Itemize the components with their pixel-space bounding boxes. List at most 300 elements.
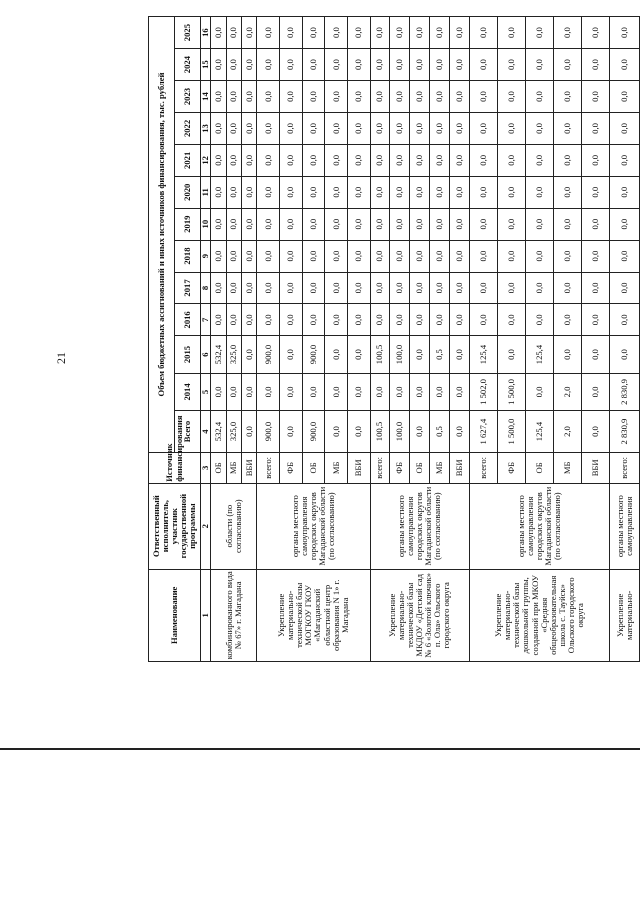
measure-name: Укрепление материально-технической базы МКДОУ «Детский сад № 6 «Золотой ключик» п. Ола» Ольского городского округа bbox=[370, 569, 469, 661]
value-year: 0,0 bbox=[370, 49, 390, 81]
column-number: 6 bbox=[201, 336, 211, 373]
value-year: 0,0 bbox=[241, 144, 256, 176]
value-year: 0,0 bbox=[211, 112, 226, 144]
funding-source: всего: bbox=[469, 452, 497, 483]
value-year: 0,0 bbox=[226, 81, 241, 113]
value-year: 0,0 bbox=[370, 208, 390, 240]
header-year: 2017 bbox=[175, 272, 201, 304]
value-total: 2,0 bbox=[554, 411, 582, 453]
value-total: 100,0 bbox=[390, 411, 410, 453]
value-year: 0,0 bbox=[554, 304, 582, 336]
value-year: 0,0 bbox=[257, 81, 280, 113]
value-year: 0,0 bbox=[610, 336, 640, 373]
value-year: 0,0 bbox=[241, 208, 256, 240]
value-year: 0,0 bbox=[257, 208, 280, 240]
responsible-executor: органы местного самоуправления городских округов Магаданской области (по согласованию) bbox=[370, 483, 469, 569]
value-year: 0,0 bbox=[410, 49, 430, 81]
value-year: 0,0 bbox=[280, 112, 303, 144]
value-year: 0,0 bbox=[449, 373, 469, 410]
value-year: 0,0 bbox=[302, 81, 325, 113]
value-year: 0,0 bbox=[610, 49, 640, 81]
value-year: 0,0 bbox=[257, 304, 280, 336]
value-year: 0,0 bbox=[257, 144, 280, 176]
value-year: 0,0 bbox=[325, 272, 348, 304]
value-year: 1 502,0 bbox=[469, 373, 497, 410]
responsible-executor: органы местного самоуправления городских округов Магаданской области (по согласованию) bbox=[257, 483, 370, 569]
table-row bbox=[257, 17, 280, 662]
value-year: 0,0 bbox=[226, 240, 241, 272]
value-year: 0,0 bbox=[370, 240, 390, 272]
table-header bbox=[149, 17, 211, 662]
value-year: 0,0 bbox=[241, 112, 256, 144]
column-number: 15 bbox=[201, 49, 211, 81]
value-year: 0,0 bbox=[582, 17, 610, 49]
value-year: 0,0 bbox=[554, 176, 582, 208]
value-year: 0,0 bbox=[370, 304, 390, 336]
value-year: 0,0 bbox=[390, 112, 410, 144]
value-year: 0,0 bbox=[347, 208, 370, 240]
value-year: 0,0 bbox=[241, 81, 256, 113]
value-total: 532,4 bbox=[211, 411, 226, 453]
funding-source: МБ bbox=[554, 452, 582, 483]
value-total: 0,0 bbox=[449, 411, 469, 453]
value-year: 325,0 bbox=[226, 336, 241, 373]
value-year: 0,0 bbox=[497, 112, 525, 144]
value-year: 0,0 bbox=[582, 49, 610, 81]
funding-source: МБ bbox=[325, 452, 348, 483]
value-year: 0,0 bbox=[497, 272, 525, 304]
value-year: 0,0 bbox=[497, 17, 525, 49]
header-year: 2025 bbox=[175, 17, 201, 49]
value-year: 0,0 bbox=[302, 208, 325, 240]
value-year: 0,0 bbox=[241, 240, 256, 272]
value-year: 0,0 bbox=[469, 304, 497, 336]
value-year: 0,0 bbox=[280, 144, 303, 176]
value-year: 0,0 bbox=[582, 81, 610, 113]
value-year: 0,0 bbox=[280, 49, 303, 81]
value-year: 0,0 bbox=[554, 208, 582, 240]
value-year: 0,0 bbox=[390, 208, 410, 240]
value-year: 0,0 bbox=[410, 17, 430, 49]
value-year: 0,0 bbox=[469, 17, 497, 49]
value-year: 0,0 bbox=[280, 176, 303, 208]
value-year: 0,0 bbox=[554, 272, 582, 304]
table-body bbox=[211, 17, 640, 662]
value-year: 0,0 bbox=[429, 272, 449, 304]
value-year: 0,0 bbox=[525, 144, 553, 176]
value-year: 0,0 bbox=[370, 81, 390, 113]
value-year: 0,0 bbox=[280, 81, 303, 113]
page-number: 21 bbox=[54, 352, 68, 364]
table-row bbox=[370, 17, 390, 662]
value-year: 0,0 bbox=[390, 176, 410, 208]
value-year: 0,0 bbox=[429, 49, 449, 81]
value-year: 0,0 bbox=[390, 240, 410, 272]
column-number: 9 bbox=[201, 240, 211, 272]
value-year: 0,0 bbox=[257, 17, 280, 49]
value-year: 0,0 bbox=[429, 176, 449, 208]
value-year: 0,0 bbox=[410, 112, 430, 144]
value-year: 0,0 bbox=[370, 144, 390, 176]
value-year: 0,0 bbox=[410, 240, 430, 272]
value-year: 0,0 bbox=[347, 112, 370, 144]
header-year: 2022 bbox=[175, 112, 201, 144]
column-number: 1 bbox=[201, 569, 211, 661]
funding-source: ФБ bbox=[497, 452, 525, 483]
value-year: 0,0 bbox=[257, 112, 280, 144]
column-number: 16 bbox=[201, 17, 211, 49]
value-year: 0,0 bbox=[280, 240, 303, 272]
funding-table bbox=[148, 16, 640, 662]
value-year: 0,0 bbox=[280, 208, 303, 240]
responsible-executor: органы местного самоуправления городских округов Магаданской области (по согласованию) bbox=[469, 483, 610, 569]
table-row bbox=[469, 17, 497, 662]
value-year: 0,0 bbox=[410, 336, 430, 373]
value-total: 325,0 bbox=[226, 411, 241, 453]
value-total: 0,0 bbox=[280, 411, 303, 453]
value-year: 0,0 bbox=[280, 373, 303, 410]
value-year: 0,0 bbox=[325, 208, 348, 240]
value-year: 0,0 bbox=[525, 240, 553, 272]
header-year: 2014 bbox=[175, 373, 201, 410]
value-year: 0,0 bbox=[582, 373, 610, 410]
value-total: 0,5 bbox=[429, 411, 449, 453]
value-year: 0,0 bbox=[410, 272, 430, 304]
value-year: 0,0 bbox=[449, 304, 469, 336]
value-year: 2 830,9 bbox=[610, 373, 640, 410]
value-year: 0,0 bbox=[610, 176, 640, 208]
value-year: 0,0 bbox=[211, 49, 226, 81]
value-year: 0,0 bbox=[211, 81, 226, 113]
value-year: 0,0 bbox=[347, 304, 370, 336]
value-year: 0,0 bbox=[429, 112, 449, 144]
value-year: 0,0 bbox=[497, 176, 525, 208]
value-year: 0,0 bbox=[582, 112, 610, 144]
value-year: 0,0 bbox=[410, 208, 430, 240]
value-year: 0,0 bbox=[582, 240, 610, 272]
value-year: 0,0 bbox=[241, 17, 256, 49]
value-year: 0,0 bbox=[449, 208, 469, 240]
column-number: 4 bbox=[201, 411, 211, 453]
value-year: 0,0 bbox=[429, 17, 449, 49]
value-year: 0,0 bbox=[211, 144, 226, 176]
value-year: 0,0 bbox=[347, 144, 370, 176]
value-total: 125,4 bbox=[525, 411, 553, 453]
value-year: 0,0 bbox=[390, 272, 410, 304]
value-year: 0,0 bbox=[429, 208, 449, 240]
value-year: 0,0 bbox=[610, 81, 640, 113]
value-year: 0,0 bbox=[610, 17, 640, 49]
column-number: 3 bbox=[201, 452, 211, 483]
value-year: 0,0 bbox=[280, 17, 303, 49]
value-year: 0,0 bbox=[226, 144, 241, 176]
value-year: 0,0 bbox=[554, 81, 582, 113]
value-year: 0,0 bbox=[610, 144, 640, 176]
value-year: 0,0 bbox=[429, 373, 449, 410]
column-number: 8 bbox=[201, 272, 211, 304]
funding-source: ВБИ bbox=[347, 452, 370, 483]
value-year: 0,0 bbox=[257, 176, 280, 208]
value-year: 0,0 bbox=[302, 49, 325, 81]
value-year: 0,0 bbox=[302, 272, 325, 304]
value-total: 1 500,0 bbox=[497, 411, 525, 453]
measure-name: Укрепление материально-технической базы дошкольной группы, созданной при МКОУ «Средняя общеобразовательная школа с. Тауйск» Ольского городского округа bbox=[469, 569, 610, 661]
value-year: 0,0 bbox=[302, 304, 325, 336]
header-responsible: Ответственный исполнитель, участник государственной программы bbox=[149, 483, 201, 569]
value-year: 0,0 bbox=[525, 81, 553, 113]
value-year: 0,0 bbox=[410, 81, 430, 113]
value-year: 0,0 bbox=[241, 373, 256, 410]
column-number: 14 bbox=[201, 81, 211, 113]
value-year: 0,0 bbox=[347, 176, 370, 208]
value-year: 0,0 bbox=[211, 208, 226, 240]
value-year: 2,0 bbox=[554, 373, 582, 410]
value-year: 0,0 bbox=[390, 81, 410, 113]
value-year: 0,0 bbox=[390, 49, 410, 81]
funding-source: ВБИ bbox=[449, 452, 469, 483]
value-year: 0,0 bbox=[582, 176, 610, 208]
value-year: 0,0 bbox=[257, 272, 280, 304]
value-year: 0,0 bbox=[302, 17, 325, 49]
header-source: Источник финансирования bbox=[149, 452, 201, 483]
value-year: 0,0 bbox=[347, 49, 370, 81]
funding-source: ОБ bbox=[211, 452, 226, 483]
value-year: 0,0 bbox=[469, 49, 497, 81]
responsible-executor: органы местного самоуправления bbox=[610, 483, 640, 569]
value-year: 0,0 bbox=[325, 112, 348, 144]
value-year: 532,4 bbox=[211, 336, 226, 373]
value-year: 0,0 bbox=[525, 17, 553, 49]
value-year: 0,5 bbox=[429, 336, 449, 373]
table-row bbox=[610, 17, 640, 662]
value-year: 0,0 bbox=[610, 272, 640, 304]
header-funding: Объем бюджетных ассигнований и иных источников финансирования, тыс. рублей bbox=[149, 17, 175, 453]
value-year: 125,4 bbox=[469, 336, 497, 373]
horizontal-rule bbox=[0, 748, 640, 750]
value-year: 0,0 bbox=[449, 240, 469, 272]
value-year: 0,0 bbox=[347, 81, 370, 113]
value-total: 100,5 bbox=[370, 411, 390, 453]
value-year: 0,0 bbox=[325, 373, 348, 410]
value-year: 0,0 bbox=[429, 304, 449, 336]
value-year: 0,0 bbox=[449, 17, 469, 49]
value-year: 0,0 bbox=[449, 49, 469, 81]
value-year: 0,0 bbox=[302, 112, 325, 144]
column-number: 5 bbox=[201, 373, 211, 410]
value-total: 0,0 bbox=[582, 411, 610, 453]
measure-name: Укрепление материально-технической базы МОГКОУ ГКОУ «Магаданский областной центр образования N 1» г. Магадана bbox=[257, 569, 370, 661]
value-year: 0,0 bbox=[280, 304, 303, 336]
value-year: 0,0 bbox=[525, 176, 553, 208]
value-year: 0,0 bbox=[525, 272, 553, 304]
header-year: 2019 bbox=[175, 208, 201, 240]
value-year: 0,0 bbox=[469, 272, 497, 304]
value-year: 0,0 bbox=[497, 304, 525, 336]
value-year: 0,0 bbox=[226, 373, 241, 410]
funding-source: всего: bbox=[610, 452, 640, 483]
value-year: 0,0 bbox=[370, 272, 390, 304]
value-year: 0,0 bbox=[226, 17, 241, 49]
value-year: 100,0 bbox=[390, 336, 410, 373]
value-year: 0,0 bbox=[525, 208, 553, 240]
rotated-table-container bbox=[148, 16, 640, 662]
value-year: 100,5 bbox=[370, 336, 390, 373]
value-year: 0,0 bbox=[390, 304, 410, 336]
value-year: 0,0 bbox=[226, 208, 241, 240]
funding-source: всего: bbox=[257, 452, 280, 483]
value-year: 0,0 bbox=[449, 144, 469, 176]
funding-source: ОБ bbox=[525, 452, 553, 483]
value-total: 0,0 bbox=[241, 411, 256, 453]
value-year: 900,0 bbox=[257, 336, 280, 373]
value-year: 0,0 bbox=[554, 144, 582, 176]
value-year: 0,0 bbox=[390, 144, 410, 176]
value-year: 900,0 bbox=[302, 336, 325, 373]
value-year: 0,0 bbox=[554, 240, 582, 272]
value-year: 0,0 bbox=[554, 112, 582, 144]
funding-source: ВБИ bbox=[241, 452, 256, 483]
responsible-executor: области (по согласованию) bbox=[211, 483, 257, 569]
value-year: 0,0 bbox=[211, 17, 226, 49]
value-year: 0,0 bbox=[390, 373, 410, 410]
value-year: 0,0 bbox=[226, 272, 241, 304]
value-year: 0,0 bbox=[211, 240, 226, 272]
value-year: 0,0 bbox=[582, 144, 610, 176]
value-year: 0,0 bbox=[410, 176, 430, 208]
value-year: 0,0 bbox=[497, 336, 525, 373]
value-year: 0,0 bbox=[390, 17, 410, 49]
value-year: 0,0 bbox=[554, 17, 582, 49]
funding-source: ОБ bbox=[410, 452, 430, 483]
value-year: 0,0 bbox=[410, 304, 430, 336]
value-year: 0,0 bbox=[226, 176, 241, 208]
value-year: 0,0 bbox=[370, 176, 390, 208]
value-total: 1 627,4 bbox=[469, 411, 497, 453]
value-year: 0,0 bbox=[497, 81, 525, 113]
funding-source: МБ bbox=[429, 452, 449, 483]
value-year: 0,0 bbox=[582, 208, 610, 240]
value-year: 0,0 bbox=[280, 272, 303, 304]
column-number: 10 bbox=[201, 208, 211, 240]
value-year: 0,0 bbox=[325, 17, 348, 49]
funding-source: ФБ bbox=[280, 452, 303, 483]
value-total: 0,0 bbox=[325, 411, 348, 453]
value-year: 0,0 bbox=[325, 49, 348, 81]
value-year: 0,0 bbox=[449, 81, 469, 113]
value-year: 0,0 bbox=[325, 81, 348, 113]
value-year: 0,0 bbox=[211, 373, 226, 410]
funding-source: ФБ bbox=[390, 452, 410, 483]
value-year: 0,0 bbox=[497, 208, 525, 240]
value-year: 0,0 bbox=[469, 81, 497, 113]
funding-source: МБ bbox=[226, 452, 241, 483]
value-year: 0,0 bbox=[497, 49, 525, 81]
header-total: Всего bbox=[175, 411, 201, 453]
value-year: 0,0 bbox=[347, 17, 370, 49]
value-year: 0,0 bbox=[257, 373, 280, 410]
value-year: 0,0 bbox=[370, 373, 390, 410]
value-year: 0,0 bbox=[497, 240, 525, 272]
header-year: 2024 bbox=[175, 49, 201, 81]
value-total: 0,0 bbox=[410, 411, 430, 453]
value-year: 0,0 bbox=[241, 272, 256, 304]
value-year: 0,0 bbox=[241, 304, 256, 336]
header-year: 2023 bbox=[175, 81, 201, 113]
value-year: 0,0 bbox=[582, 336, 610, 373]
value-year: 0,0 bbox=[429, 240, 449, 272]
value-year: 0,0 bbox=[302, 373, 325, 410]
value-year: 0,0 bbox=[370, 112, 390, 144]
column-number: 7 bbox=[201, 304, 211, 336]
value-year: 0,0 bbox=[525, 373, 553, 410]
measure-name: комбинированного вида № 67» г. Магадана bbox=[211, 569, 257, 661]
value-year: 0,0 bbox=[226, 49, 241, 81]
value-year: 0,0 bbox=[554, 336, 582, 373]
value-year: 0,0 bbox=[525, 304, 553, 336]
column-number: 13 bbox=[201, 112, 211, 144]
value-year: 0,0 bbox=[325, 240, 348, 272]
value-year: 0,0 bbox=[325, 176, 348, 208]
value-year: 0,0 bbox=[525, 112, 553, 144]
value-year: 0,0 bbox=[449, 336, 469, 373]
header-year: 2015 bbox=[175, 336, 201, 373]
value-year: 0,0 bbox=[582, 304, 610, 336]
value-year: 0,0 bbox=[241, 176, 256, 208]
table-row bbox=[211, 17, 226, 662]
value-year: 0,0 bbox=[257, 49, 280, 81]
value-year: 0,0 bbox=[280, 336, 303, 373]
value-year: 0,0 bbox=[449, 272, 469, 304]
value-year: 0,0 bbox=[610, 208, 640, 240]
value-year: 0,0 bbox=[449, 112, 469, 144]
value-year: 0,0 bbox=[211, 176, 226, 208]
funding-source: ОБ bbox=[302, 452, 325, 483]
value-year: 0,0 bbox=[325, 304, 348, 336]
funding-source: ВБИ bbox=[582, 452, 610, 483]
header-name: Наименование bbox=[149, 569, 201, 661]
value-year: 0,0 bbox=[370, 17, 390, 49]
value-total: 0,0 bbox=[347, 411, 370, 453]
value-total: 900,0 bbox=[257, 411, 280, 453]
value-year: 0,0 bbox=[449, 176, 469, 208]
value-year: 1 500,0 bbox=[497, 373, 525, 410]
value-year: 0,0 bbox=[347, 240, 370, 272]
value-year: 0,0 bbox=[211, 272, 226, 304]
value-year: 0,0 bbox=[469, 144, 497, 176]
value-total: 2 830,9 bbox=[610, 411, 640, 453]
column-number: 11 bbox=[201, 176, 211, 208]
value-year: 0,0 bbox=[241, 336, 256, 373]
value-year: 0,0 bbox=[347, 373, 370, 410]
value-year: 0,0 bbox=[302, 176, 325, 208]
value-year: 0,0 bbox=[241, 49, 256, 81]
value-year: 0,0 bbox=[525, 49, 553, 81]
header-year: 2021 bbox=[175, 144, 201, 176]
value-total: 900,0 bbox=[302, 411, 325, 453]
value-year: 0,0 bbox=[325, 144, 348, 176]
measure-name: Укрепление материально- bbox=[610, 569, 640, 661]
column-number: 2 bbox=[201, 483, 211, 569]
header-year: 2020 bbox=[175, 176, 201, 208]
value-year: 0,0 bbox=[469, 240, 497, 272]
value-year: 125,4 bbox=[525, 336, 553, 373]
value-year: 0,0 bbox=[302, 144, 325, 176]
value-year: 0,0 bbox=[410, 144, 430, 176]
header-year: 2016 bbox=[175, 304, 201, 336]
funding-source: всего: bbox=[370, 452, 390, 483]
column-number: 12 bbox=[201, 144, 211, 176]
value-year: 0,0 bbox=[302, 240, 325, 272]
